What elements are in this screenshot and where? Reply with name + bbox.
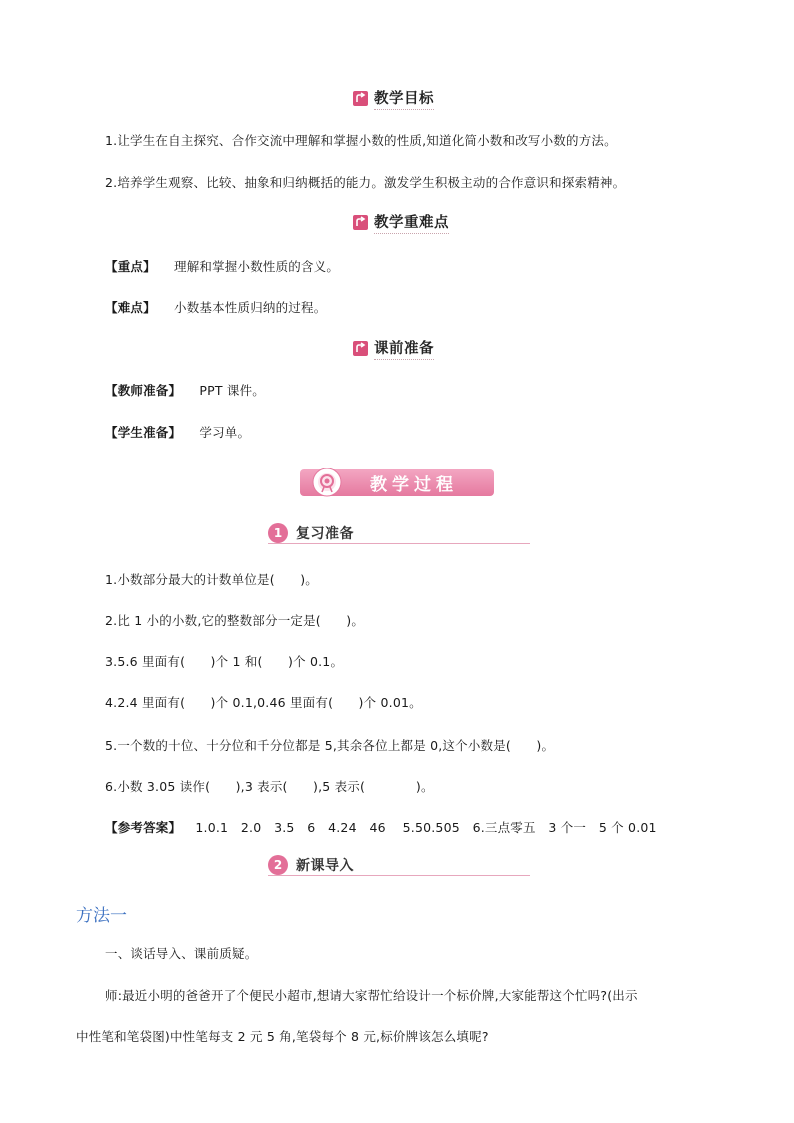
answer-label: 【参考答案】 xyxy=(105,820,182,835)
section-title: 教学重难点 xyxy=(374,211,449,234)
difficulty-label: 【难点】 xyxy=(105,300,156,315)
step-number-badge: 2 xyxy=(268,855,288,875)
section-header-preparation xyxy=(353,337,434,360)
goal-item: 1.让学生在自主探究、合作交流中理解和掌握小数的性质,知道化简小数和改写小数的方法。 xyxy=(105,133,617,148)
method-step: 一、谈话导入、课前质疑。 xyxy=(105,946,258,961)
method-paragraph-line: 中性笔和笔袋图)中性笔每支 2 元 5 角,笔袋每个 8 元,标价牌该怎么填呢? xyxy=(76,1029,489,1044)
section-arrow-icon xyxy=(353,341,368,356)
answer-row xyxy=(105,818,657,836)
method-title: 方法一 xyxy=(76,906,127,926)
process-banner xyxy=(298,468,496,498)
review-question: 5.一个数的十位、十分位和千分位都是 5,其余各位上都是 0,这个小数是( )。 xyxy=(105,738,555,753)
review-header xyxy=(268,523,354,543)
key-text: 理解和掌握小数性质的含义。 xyxy=(174,259,340,274)
key-label: 【重点】 xyxy=(105,259,156,274)
section-header-key-points xyxy=(353,211,449,234)
intro-underline xyxy=(268,875,530,876)
goal-item: 2.培养学生观察、比较、抽象和归纳概括的能力。激发学生积极主动的合作意识和探索精神。 xyxy=(105,175,626,190)
teacher-label: 【教师准备】 xyxy=(105,383,182,398)
review-underline xyxy=(268,543,530,544)
section-title: 教学目标 xyxy=(374,87,434,110)
section-arrow-icon xyxy=(353,91,368,106)
key-point-row xyxy=(105,257,339,275)
banner-title: 教学过程 xyxy=(370,475,458,495)
answer-text: 1.0.1 2.0 3.5 6 4.24 46 5.50.505 6.三点零五 3 个一 5 个 0.01 xyxy=(195,820,657,835)
review-title: 复习准备 xyxy=(296,526,354,542)
target-icon xyxy=(318,473,336,497)
step-number-badge: 1 xyxy=(268,523,288,543)
review-question: 3.5.6 里面有( )个 1 和( )个 0.1。 xyxy=(105,654,344,669)
section-title: 课前准备 xyxy=(374,337,434,360)
student-label: 【学生准备】 xyxy=(105,425,182,440)
method-paragraph-line: 师:最近小明的爸爸开了个便民小超市,想请大家帮忙给设计一个标价牌,大家能帮这个忙吗?(出示 xyxy=(105,988,638,1003)
review-question: 2.比 1 小的小数,它的整数部分一定是( )。 xyxy=(105,613,365,628)
student-prep-row xyxy=(105,423,250,441)
section-header-goals xyxy=(353,87,434,110)
intro-header xyxy=(268,855,354,875)
review-question: 1.小数部分最大的计数单位是( )。 xyxy=(105,572,318,587)
section-arrow-icon xyxy=(353,215,368,230)
review-question: 4.2.4 里面有( )个 0.1,0.46 里面有( )个 0.01。 xyxy=(105,695,422,710)
difficulty-text: 小数基本性质归纳的过程。 xyxy=(174,300,327,315)
review-question: 6.小数 3.05 读作( ),3 表示( ),5 表示( )。 xyxy=(105,779,434,794)
teacher-text: PPT 课件。 xyxy=(199,383,265,398)
student-text: 学习单。 xyxy=(199,425,251,440)
teacher-prep-row xyxy=(105,381,265,399)
difficulty-row xyxy=(105,298,326,316)
intro-title: 新课导入 xyxy=(296,858,354,874)
